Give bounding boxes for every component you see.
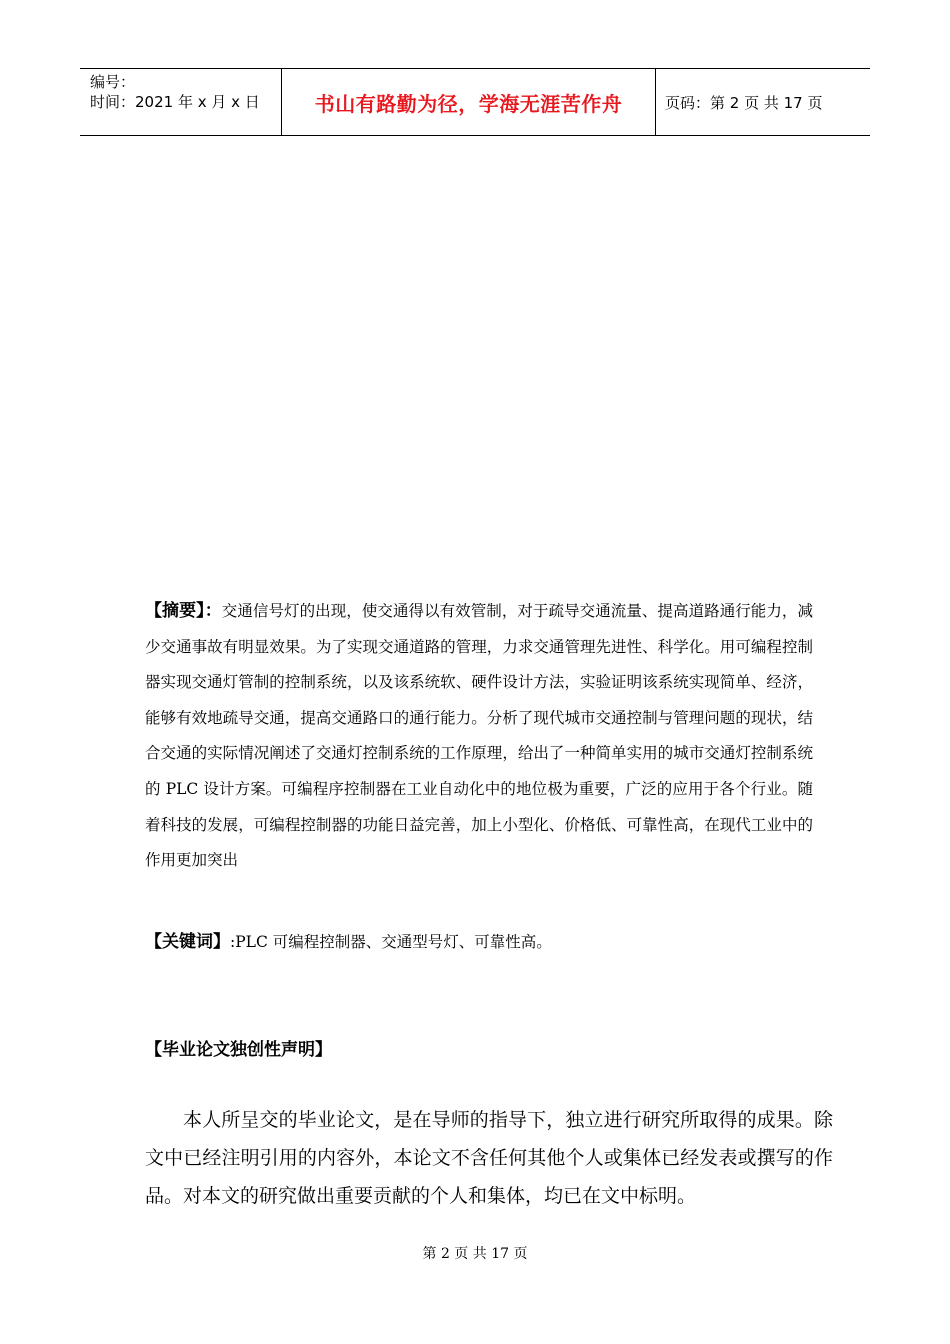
header-page-label: 页码：第 2 页 共 17 页	[665, 93, 823, 112]
declaration-title: 【毕业论文独创性声明】	[145, 1040, 332, 1060]
header-page-cell	[656, 69, 870, 135]
abstract-paragraph	[145, 594, 813, 879]
abstract-text: 交通信号灯的出现，使交通得以有效管制，对于疏导交通流量、提高道路通行能力，减少交通事故有明显效果。为了实现交通道路的管理，力求交通管理先进性、科学化。用可编程控制器实现交通灯管制的控制系统，以及该系统软、硬件设计方法，实验证明该系统实现简单、经济，能够有效地疏导交通，提高交通路口的通行能力。分析了现代城市交通控制与管理问题的现状，结合交通的实际情况阐述了交通灯控制系统的工作原理，给出了一种简单实用的城市交通灯控制系统的 PLC 设计方案。可编程序控制器在工业自动化中的地位极为重要，广泛的应用于各个行业。随着科技的发展，可编程控制器的功能日益完善，加上小型化、价格低、可靠性高，在现代工业中的作用更加突出	[145, 602, 813, 870]
abstract-label: 【摘要】：	[145, 601, 222, 621]
keywords-label: 【关键词】	[145, 932, 230, 952]
header-motto-cell	[282, 69, 656, 135]
document-number-label: 编号：	[90, 73, 136, 91]
declaration-text: 本人所呈交的毕业论文，是在导师的指导下，独立进行研究所取得的成果。除文中已经注明引用的内容外，本论文不含任何其他个人或集体已经发表或撰写的作品。对本文的研究做出重要贡献的个人和集体，均已在文中标明。	[145, 1109, 833, 1207]
keywords-text: :PLC 可编程控制器、交通型号灯、可靠性高。	[230, 933, 552, 951]
keywords-paragraph	[145, 926, 813, 958]
page-footer: 第 2 页 共 17 页	[422, 1246, 528, 1262]
header-motto: 书山有路勤为径，学海无涯苦作舟	[314, 91, 623, 116]
document-time-label: 时间：2021 年 x 月 x 日	[90, 93, 260, 111]
header-meta	[80, 69, 282, 135]
page-header	[80, 68, 870, 136]
